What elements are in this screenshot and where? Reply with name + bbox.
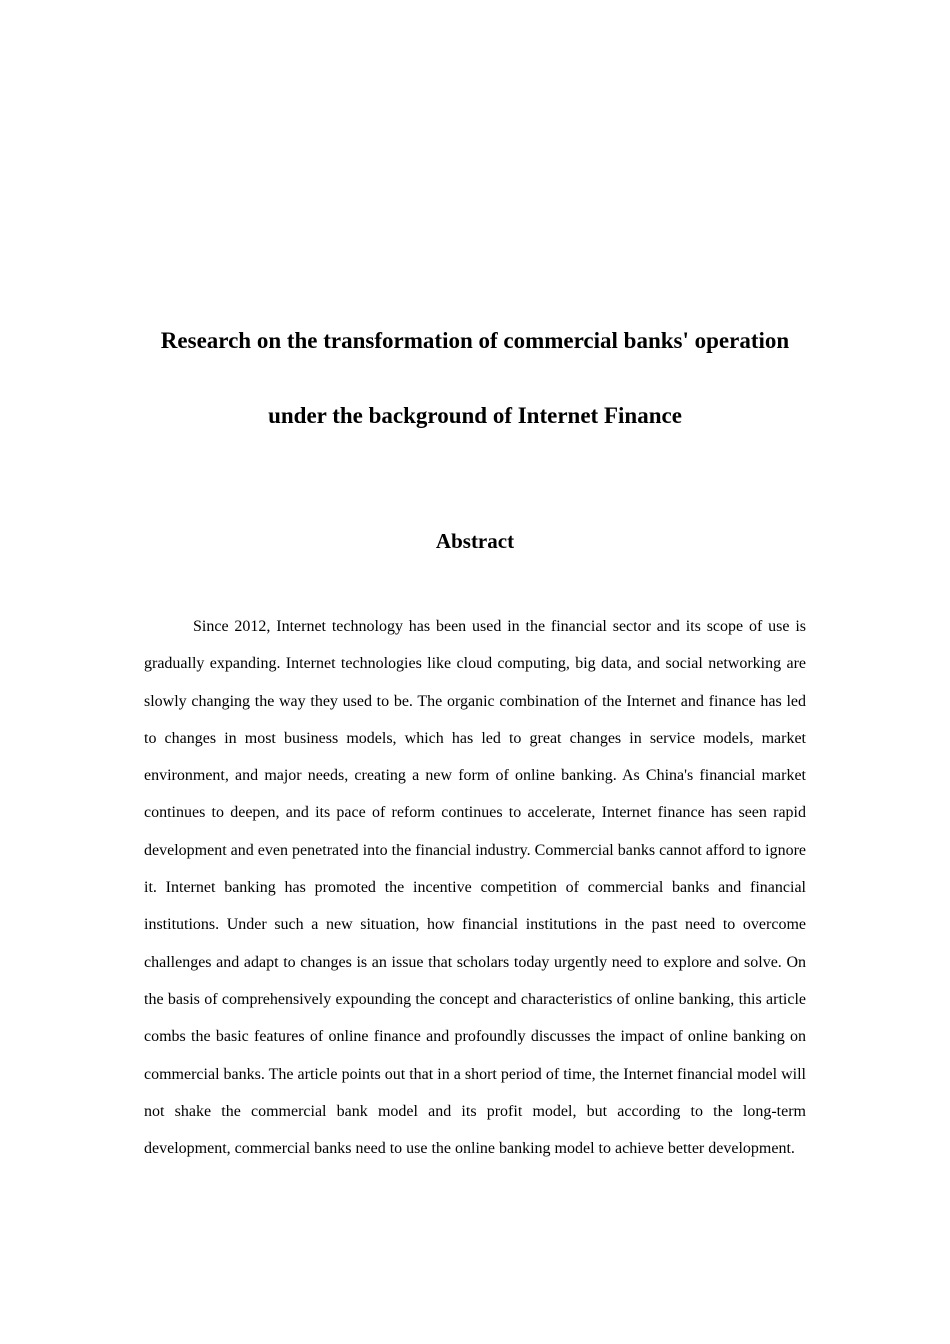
- paper-title-line-2: under the background of Internet Finance: [268, 403, 682, 428]
- abstract-paragraph: Since 2012, Internet technology has been used in the financial sector and its scope of use is gradually expanding. Internet technologies like cloud computing, big data, and social networking are slowly changing the way they used to be. The organic combination of the Internet and finance has led to changes in most business models, which has led to great changes in service models, market environment, and major needs, creating a new form of online banking. As China's financial market continues to deepen, and its pace of reform continues to accelerate, Internet finance has seen rapid development and even penetrated into the financial industry. Commercial banks cannot afford to ignore it. Internet banking has promoted the incentive competition of commercial banks and financial institutions. Under such a new situation, how financial institutions in the past need to overcome challenges and adapt to changes is an issue that scholars today urgently need to explore and solve. On the basis of comprehensively expounding the concept and characteristics of online banking, this article combs the basic features of online finance and profoundly discusses the impact of online banking on commercial banks. The article points out that in a short period of time, the Internet financial model will not shake the commercial bank model and its profit model, but according to the long-term development, commercial banks need to use the online banking model to achieve better development.: [144, 618, 806, 1158]
- abstract-heading: Abstract: [435, 529, 515, 553]
- paper-title-line-1: Research on the transformation of commercial banks' operation: [160, 328, 790, 353]
